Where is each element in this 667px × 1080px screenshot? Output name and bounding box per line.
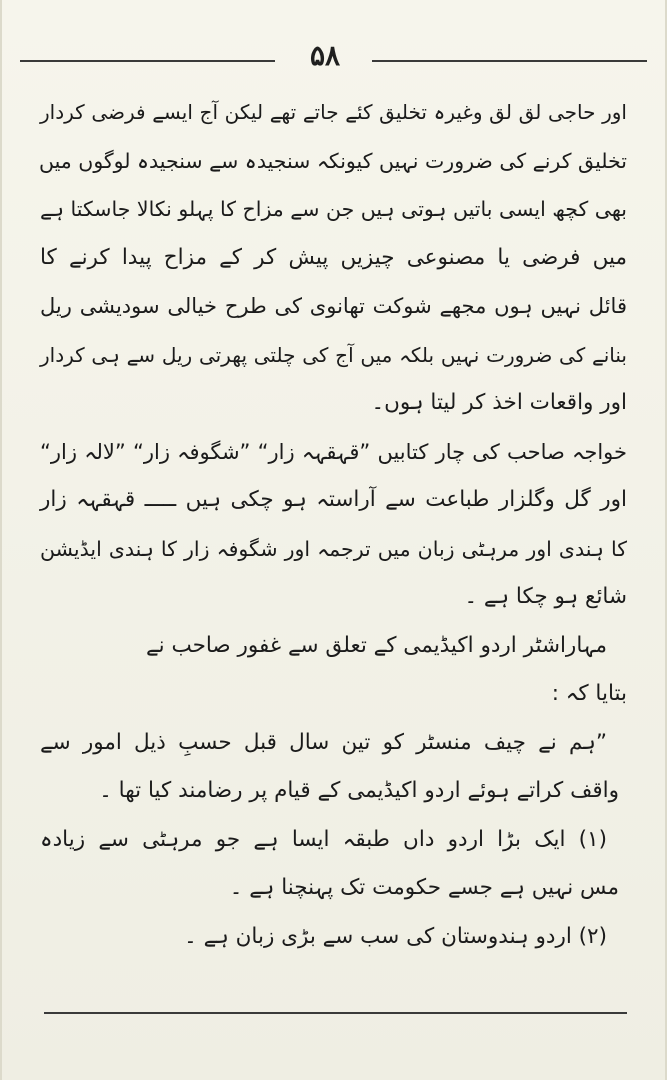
page-body bbox=[40, 88, 627, 961]
quote-line: واقف کراتے ہوئے اردو اکیڈیمی کے قیام پر رضامند کیا تھا ۔ bbox=[99, 778, 619, 803]
text-line: میں فرضی یا مصنوعی چیزیں پیش کر کے مزاح پیدا کرنے کا bbox=[40, 244, 627, 270]
text-line: بنانے کی ضرورت نہیں بلکہ میں آج کی چلتی پھرتی ریل سے ہی کردار bbox=[40, 342, 627, 367]
text-line: کا ہندی اور مرہٹی زبان میں ترجمہ اور شگوفہ زار کا ہندی ایڈیشن bbox=[40, 536, 627, 561]
text-line: بھی کچھ ایسی باتیں ہوتی ہیں جن سے مزاح کا پہلو نکالا جاسکتا ہے bbox=[40, 197, 627, 221]
text-line: اور واقعات اخذ کر لیتا ہوں۔ bbox=[371, 390, 627, 415]
quote-line: (۱) ایک بڑا اردو داں طبقہ ایسا ہے جو مرہٹی سے زیادہ bbox=[40, 826, 607, 852]
footer-rule bbox=[44, 1012, 627, 1014]
text-line: بتایا کہ : bbox=[551, 681, 627, 706]
text-line: اور حاجی لق لق وغیرہ تخلیق کئے جاتے تھے لیکن آج ایسے فرضی کردار bbox=[40, 100, 627, 124]
quote-line: ”ہم نے چیف منسٹر کو تین سال قبل حسبِ ذیل امور سے bbox=[40, 729, 607, 755]
text-line: خواجہ صاحب کی چار کتابیں ”قہقہہ زار“ ”شگوفہ زار“ ”لالہ زار“ bbox=[40, 439, 627, 464]
text-line: قائل نہیں ہوں مجھے شوکت تھانوی کی طرح خیالی سودیشی ریل bbox=[40, 294, 627, 318]
quote-line: (۲) اردو ہندوستان کی سب سے بڑی زبان ہے ۔ bbox=[184, 923, 607, 949]
header-rule-left bbox=[20, 60, 275, 62]
text-line: شائع ہو چکا ہے ۔ bbox=[464, 584, 627, 609]
text-line: اور گل وگلزار طباعت سے آراستہ ہو چکی ہیں ـــــ قہقہہ زار bbox=[40, 487, 627, 512]
header-rule-right bbox=[372, 60, 647, 62]
text-line: تخلیق کرنے کی ضرورت نہیں کیونکہ سنجیدہ سے سنجیدہ لوگوں میں bbox=[38, 148, 627, 173]
text-line: مہاراشٹر اردو اکیڈیمی کے تعلق سے غفور صاحب نے bbox=[146, 632, 607, 658]
page-number: ۵۸ bbox=[309, 39, 341, 72]
page-header bbox=[20, 36, 647, 76]
quote-line: مس نہیں ہے جسے حکومت تک پہنچنا ہے ۔ bbox=[229, 875, 619, 900]
